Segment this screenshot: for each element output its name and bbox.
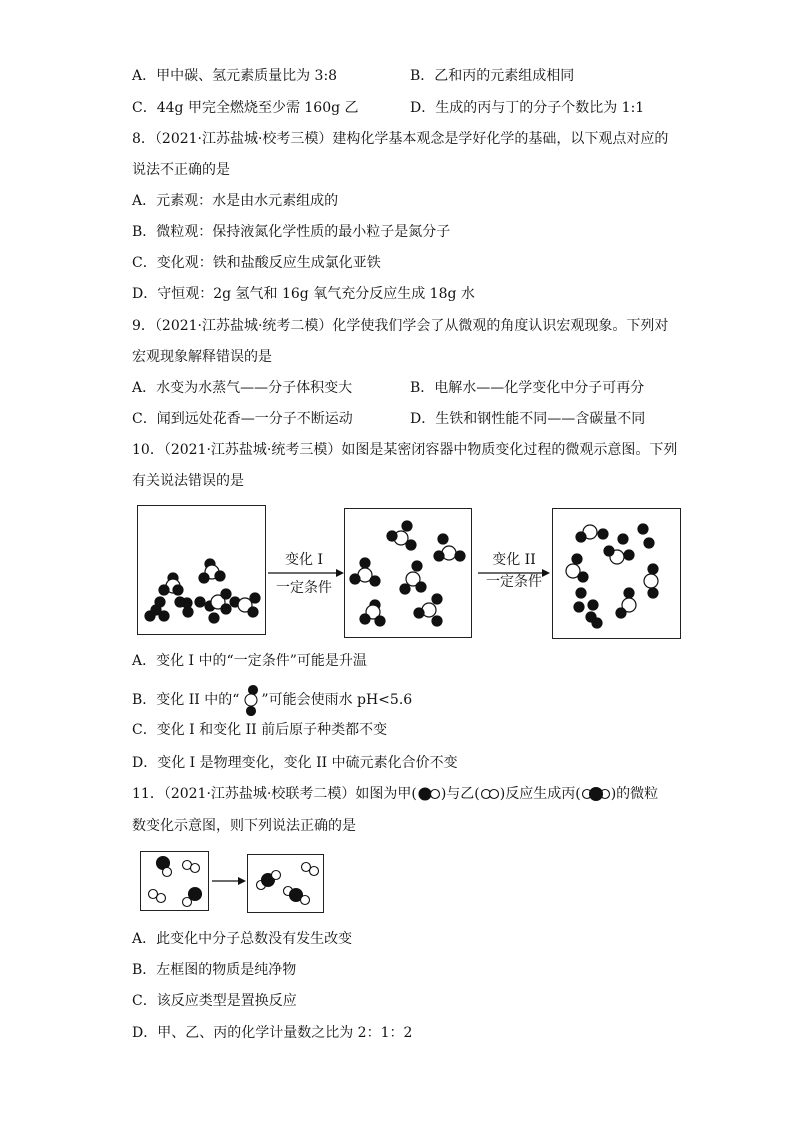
q10-arrow1-icon <box>266 566 346 580</box>
q11-arrow-icon <box>210 874 248 888</box>
q11-option-c: C．该反应类型是置换反应 <box>132 993 297 1009</box>
yi-molecule-icon <box>480 786 500 802</box>
q8-option-b: B．微粒观：保持液氮化学性质的最小粒子是氮分子 <box>132 224 451 240</box>
q10-final-molecules <box>553 509 682 640</box>
q8-option-d: D．守恒观：2g 氢气和 16g 氧气充分反应生成 18g 水 <box>132 286 475 302</box>
q8-option-c: C．变化观：铁和盐酸反应生成氯化亚铁 <box>132 255 381 271</box>
q11-option-a: A．此变化中分子总数没有发生改变 <box>132 931 353 947</box>
q10-option-b <box>132 684 412 716</box>
q10-stem-line2: 有关说法错误的是 <box>132 473 244 489</box>
q9-stem-line2: 宏观现象解释错误的是 <box>132 349 272 365</box>
q8-stem-line2: 说法不正确的是 <box>132 162 230 178</box>
q10-box-final <box>552 508 681 639</box>
q11-box-before <box>140 851 209 911</box>
q10-box-middle <box>344 508 472 638</box>
q7-option-d: D．生成的丙与丁的分子个数比为 1:1 <box>410 100 645 116</box>
q11-after-molecules <box>248 855 325 914</box>
q7-option-b: B．乙和丙的元素组成相同 <box>410 68 575 84</box>
q10-stem-line1: 10．（2021·江苏盐城·统考三模）如图是某密闭容器中物质变化过程的微观示意图。下列 <box>132 442 678 458</box>
q10-arrow1-label-bottom: 一定条件 <box>276 580 332 596</box>
q11-before-molecules <box>141 852 210 912</box>
q8-option-a: A．元素观：水是由水元素组成的 <box>132 193 339 209</box>
q10-arrow2-label-bottom: 一定条件 <box>486 574 542 590</box>
q11-stem-part-c: )反应生成丙( <box>499 786 581 802</box>
q8-stem-line1: 8．（2021·江苏盐城·校考三模）建构化学基本观念是学好化学的基础，以下观点对应的 <box>132 131 669 147</box>
q11-stem-line2: 数变化示意图，则下列说法正确的是 <box>132 818 356 834</box>
q11-stem-part-b: )与乙( <box>440 786 480 802</box>
q9-option-c: C．闻到远处花香—一分子不断运动 <box>132 411 353 427</box>
q10-initial-molecules <box>138 506 267 636</box>
q10-arrow1-label-top: 变化 I <box>285 552 323 568</box>
bing-molecule-icon <box>581 786 611 802</box>
q9-option-d: D．生铁和钢性能不同——含碳量不同 <box>410 411 646 427</box>
q11-box-after <box>247 854 324 913</box>
q9-option-a: A．水变为水蒸气——分子体积变大 <box>132 380 353 396</box>
q10-option-b-prefix: B．变化 II 中的“ <box>132 692 240 708</box>
q9-option-b: B．电解水——化学变化中分子可再分 <box>410 380 645 396</box>
so2-molecule-icon <box>239 684 261 716</box>
q11-stem-line1 <box>132 784 658 804</box>
q10-option-d: D．变化 I 是物理变化，变化 II 中硫元素化合价不变 <box>132 755 458 771</box>
q11-stem-part-a: 11．（2021·江苏盐城·校联考二模）如图为甲( <box>132 786 417 802</box>
q10-option-a: A．变化 I 中的“一定条件”可能是升温 <box>132 653 367 669</box>
q10-middle-molecules <box>345 509 473 639</box>
q7-option-c: C．44g 甲完全燃烧至少需 160g 乙 <box>132 100 359 116</box>
q10-box-initial <box>137 505 266 635</box>
q10-arrow2-label-top: 变化 II <box>492 552 536 568</box>
jia-molecule-icon <box>417 786 441 802</box>
q10-option-c: C．变化 I 和变化 II 前后原子种类都不变 <box>132 722 388 738</box>
q9-stem-line1: 9．（2021·江苏盐城·统考二模）化学使我们学会了从微观的角度认识宏观现象。下列对 <box>132 318 669 334</box>
q11-option-d: D．甲、乙、丙的化学计量数之比为 2：1：2 <box>132 1025 413 1041</box>
q11-stem-part-d: )的微粒 <box>610 786 659 802</box>
q11-option-b: B．左框图的物质是纯净物 <box>132 962 297 978</box>
q7-option-a: A．甲中碳、氢元素质量比为 3:8 <box>132 68 338 84</box>
q10-option-b-suffix: ”可能会使雨水 pH<5.6 <box>261 692 413 708</box>
